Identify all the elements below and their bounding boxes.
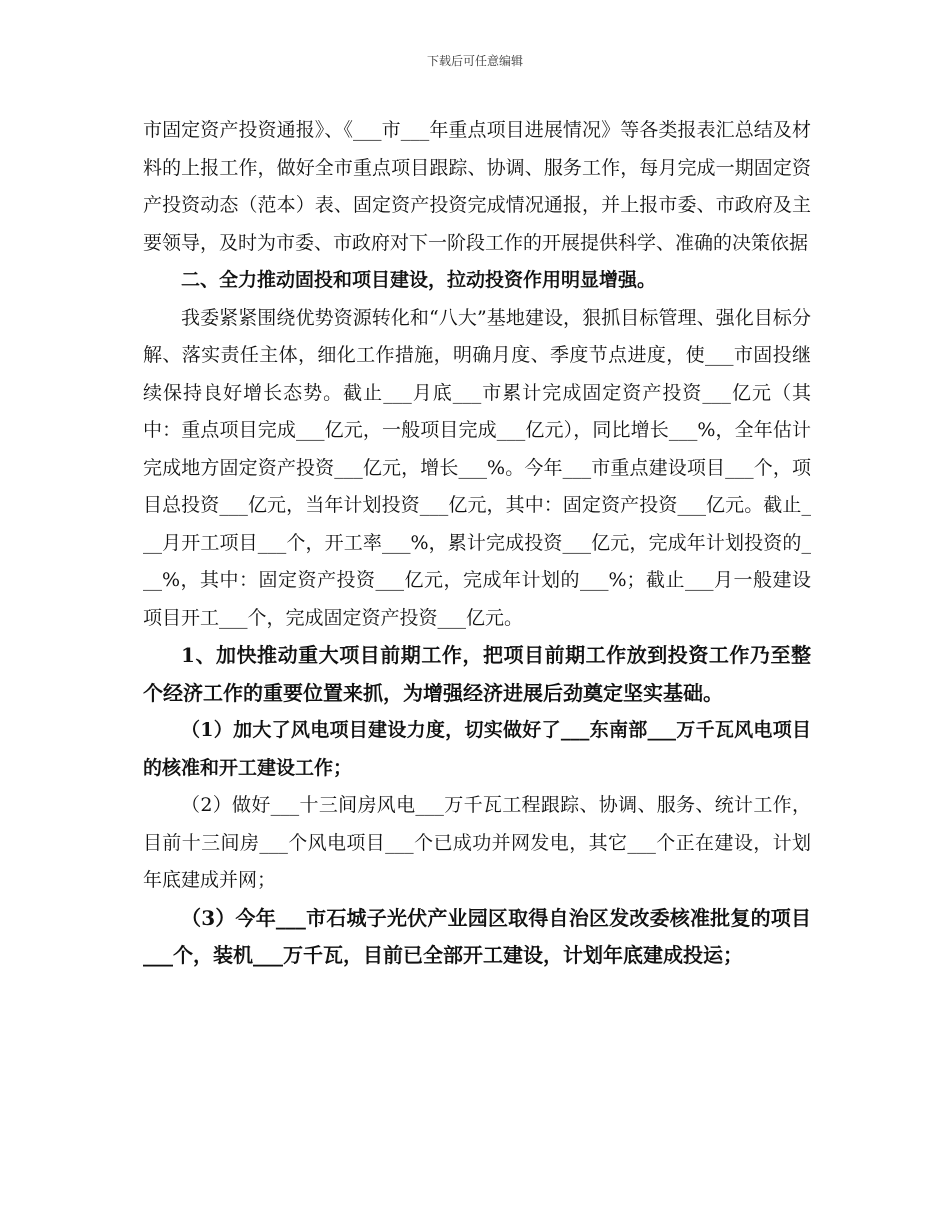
subheading-1: 1、加快推动重大项目前期工作，把项目前期工作放到投资工作乃至整个经济工作的重要位置来抓，为增强经济进展后劲奠定坚实基础。 (143, 643, 811, 705)
item-3-solar-park: （3）今年___市石城子光伏产业园区取得自治区发改委核准批复的项目___个，装机___万千瓦，目前已全部开工建设，计划年底建成投运； (143, 905, 811, 967)
item-2-wind-power: （2）做好___十三间房风电___万千瓦工程跟踪、协调、服务、统计工作，目前十三间房___个风电项目___个已成功并网发电，其它___个正在建设，计划年底建成并网； (143, 794, 811, 891)
item-1-wind-power: （1）加大了风电项目建设力度，切实做好了___东南部___万千瓦风电项目的核准和开工建设工作； (143, 719, 811, 779)
paragraph-investment-summary: 我委紧紧围绕优势资源转化和“八大”基地建设，狠抓目标管理、强化目标分解、落实责任主体，细化工作措施，明确月度、季度节点进度，使___市固投继续保持良好增长态势。截止___月底___市累计完成固定资产投资___亿元（其中：重点项目完成___亿元，一般项目完成___亿元），同比增长___%，全年估计完成地方固定资产投资___亿元，增长___%。今年___市重点建设项目___个，项目总投资___亿元，当年计划投资___亿元，其中：固定资产投资___亿元。截止___月开工项目___个，开工率___%，累计完成投资___亿元，完成年计划投资的___%，其中：固定资产投资___亿元，完成年计划的___%；截止___月一般建设项目开工___个，完成固定资产投资___亿元。 (143, 306, 811, 629)
page-header: 下载后可任意编辑 (426, 54, 523, 68)
paragraph-report-work: 市固定资产投资通报》、《___市___年重点项目进展情况》等各类报表汇总结及材料的上报工作，做好全市重点项目跟踪、协调、服务工作，每月完成一期固定资产投资动态（范本）表、固定资产投资完成情况通报，并上报市委、市政府及主要领导，及时为市委、市政府对下一阶段工作的开展提供科学、准确的决策依据 (143, 119, 811, 254)
section-heading-2: 二、全力推动固投和项目建设，拉动投资作用明显增强。 (181, 269, 657, 291)
document-body (143, 112, 811, 975)
